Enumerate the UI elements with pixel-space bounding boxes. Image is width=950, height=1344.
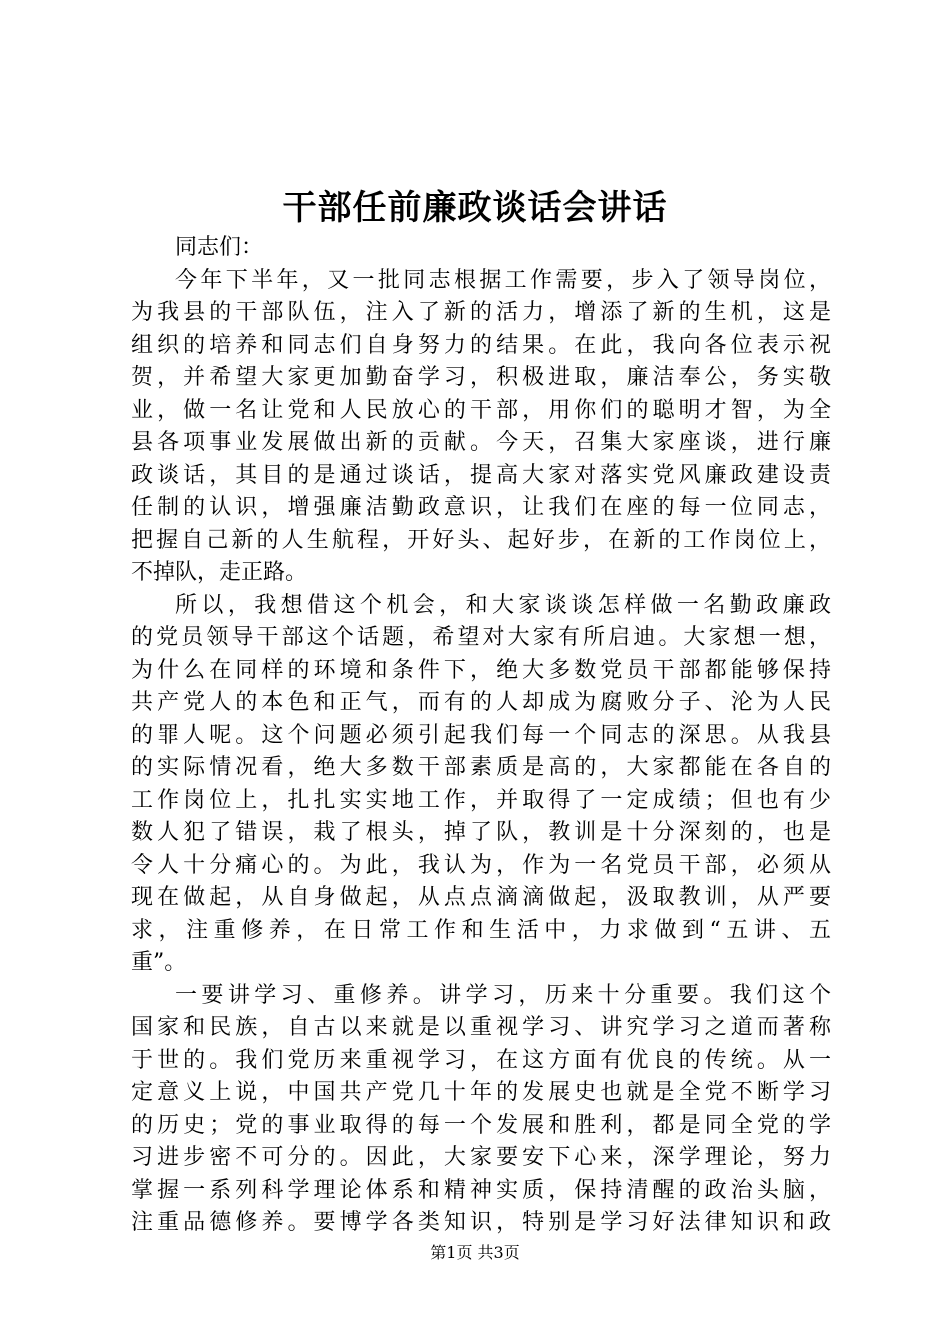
page-number: 第1页 共3页 — [430, 1243, 520, 1262]
text-line: 现在做起，从自身做起，从点点滴滴做起，汲取教训，从严要 — [131, 885, 831, 910]
text-line: 共产党人的本色和正气，而有的人却成为腐败分子、沦为人民 — [131, 690, 831, 715]
text-line: 掌握一系列科学理论体系和精神实质，保持清醒的政治头脑， — [131, 1177, 831, 1203]
text-line: 组织的培养和同志们自身努力的结果。在此，我向各位表示祝 — [131, 332, 831, 358]
text-line: 不掉队，走正路。 — [131, 560, 308, 585]
text-line: 的党员领导干部这个话题，希望对大家有所启迪。大家想一想， — [131, 625, 831, 650]
text-line: 把握自己新的人生航程，开好头、起好步，在新的工作岗位上， — [131, 527, 831, 553]
salutation: 同志们： — [175, 235, 264, 260]
text-line: 令人十分痛心的。为此，我认为，作为一名党员干部，必须从 — [131, 852, 831, 878]
text-line: 政谈话，其目的是通过谈话，提高大家对落实党风廉政建设责 — [131, 462, 831, 488]
text-line: 求，注重修养，在日常工作和生活中，力求做到“五讲、五 — [131, 917, 831, 943]
text-line: 注重品德修养。要博学各类知识，特别是学习好法律知识和政 — [131, 1210, 831, 1235]
page-footer — [0, 1243, 950, 1263]
text-line: 重”。 — [131, 950, 187, 975]
text-line: 为什么在同样的环境和条件下，绝大多数党员干部都能够保持 — [131, 657, 831, 683]
text-line: 习进步密不可分的。因此，大家要安下心来，深学理论，努力 — [131, 1145, 831, 1170]
text-line: 的历史；党的事业取得的每一个发展和胜利，都是同全党的学 — [131, 1112, 831, 1138]
text-line: 业，做一名让党和人民放心的干部，用你们的聪明才智，为全 — [131, 397, 831, 423]
text-line: 为我县的干部队伍，注入了新的活力，增添了新的生机，这是 — [131, 300, 831, 325]
text-line: 国家和民族，自古以来就是以重视学习、讲究学习之道而著称 — [131, 1015, 831, 1040]
paragraph-lines — [131, 265, 831, 1240]
text-line: 任制的认识，增强廉洁勤政意识，让我们在座的每一位同志， — [131, 495, 831, 520]
text-line: 于世的。我们党历来重视学习，在这方面有优良的传统。从一 — [131, 1047, 831, 1073]
text-line: 所以，我想借这个机会，和大家谈谈怎样做一名勤政廉政 — [175, 592, 831, 618]
document-body — [131, 232, 831, 1240]
text-line: 一要讲学习、重修养。讲学习，历来十分重要。我们这个 — [175, 982, 831, 1008]
text-line: 贺，并希望大家更加勤奋学习，积极进取，廉洁奉公，务实敬 — [131, 365, 831, 390]
text-line: 数人犯了错误，栽了根头，掉了队，教训是十分深刻的，也是 — [131, 820, 831, 845]
text-line: 县各项事业发展做出新的贡献。今天，召集大家座谈，进行廉 — [131, 430, 831, 455]
text-line: 的实际情况看，绝大多数干部素质是高的，大家都能在各自的 — [131, 755, 831, 780]
document-title: 干部任前廉政谈话会讲话 — [282, 188, 668, 228]
text-line: 今年下半年，又一批同志根据工作需要，步入了领导岗位， — [175, 267, 831, 293]
text-line: 的罪人呢。这个问题必须引起我们每一个同志的深思。从我县 — [131, 722, 831, 748]
text-line: 定意义上说，中国共产党几十年的发展史也就是全党不断学习 — [131, 1080, 831, 1105]
text-line: 工作岗位上，扎扎实实地工作，并取得了一定成绩；但也有少 — [131, 787, 831, 813]
